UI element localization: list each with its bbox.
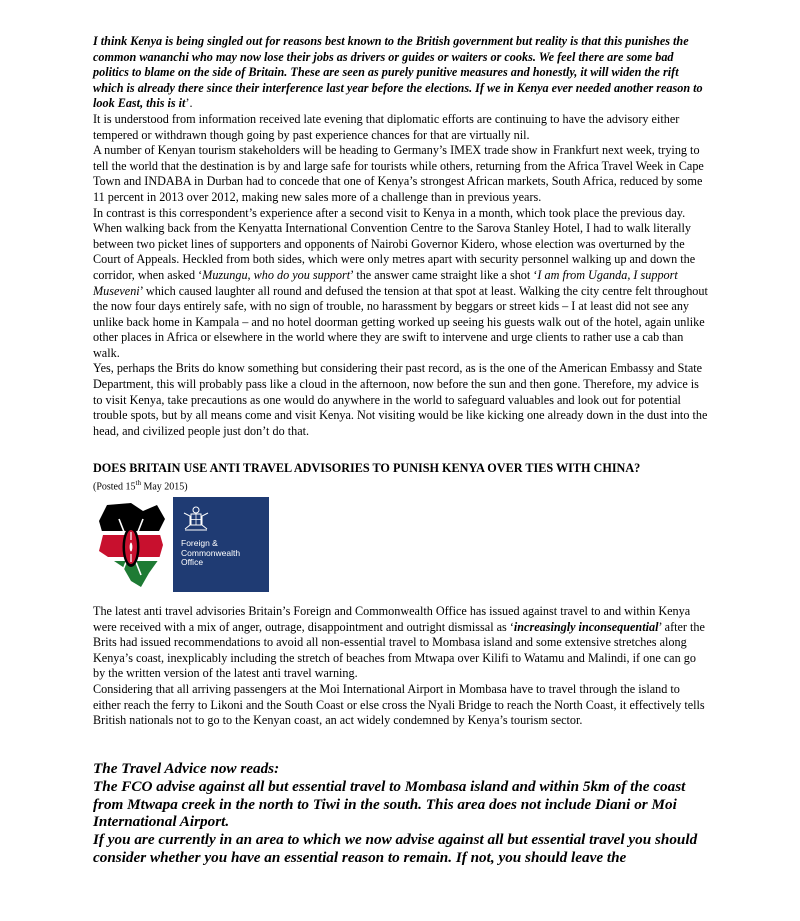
posted-post: May 2015) [140,481,188,493]
quote-close: ’. [185,96,193,111]
travel-advice-block [93,760,709,867]
royal-crest-icon [181,505,211,533]
text-run: ’ which caused laughter all round and defused the tension at that spot at least. Walking the city centre felt throughout the now four days entirely safe, with no sign of trouble, no harassment by beggars or street kids – I at least did not see any unlike back home in Kampala – and no hotel doorman getting worked up seeing his guests walk out of the hotel, again unlike other places in Africa or elsewhere in the world where they are swift to intervene and urge clients to rather use a cab than walk. [93,283,708,360]
quote-text: I think Kenya is being singled out for reasons best known to the British government but reality is that this punishes the common wananchi who may now lose their jobs as drivers or guides or waiters or cooks. We feel there are some bad politics to blame on the side of Britain. These are seen as purely punitive measures and honestly, it will widen the rift which is already there since their interference last year before the elections. If we in Kenya ever needed another reason to look East, this is it [93,34,703,111]
paragraph-diplomatic-efforts: It is understood from information received late evening that diplomatic efforts are continuing to have the advisory either tempered or withdrawn though going by past experience chances for that are virtually nil. [93,111,680,142]
paragraph-moi-airport: Considering that all arriving passengers at the Moi International Airport in Mombasa have to travel through the island to either reach the ferry to Likoni and the South Coast or else cross the Nyali Bridge to reach the North Coast, it effectively tells British nationals not to go to the Kenyan coast, an act widely condemned by Kenya’s tourism sector. [93,681,705,728]
posted-date [93,477,733,493]
posted-sup: th [135,479,141,487]
fco-line: Commonwealth [181,547,241,558]
paragraph-imex: A number of Kenyan tourism stakeholders will be heading to Germany’s IMEX trade show in Frankfurt next week, trying to tell the world that the destination is by and large safe for tourists while others, returning from the Africa Travel Week in Cape Town and INDABA in Durban had to concede that one of Kenya’s strongest African markets, South Africa, reduced by some 11 percent in 2013 over 2012, making new sales more of a challenge than in previous years. [93,143,704,204]
article-body [93,604,709,729]
text-run: ’ after the Brits had issued recommendations to avoid all non-essential travel to Mombasa island and some extensive stretches along Kenya’s coast, inexplicably including the stretch of beaches from Mtwapa over Kilifi to Watamu and Malindi, if one can go by the written version of the latest anti travel warning. [93,619,705,681]
advice-text-2: If you are currently in an area to which we now advise against all but essential travel you should consider whether you have an essential reason to remain. If not, you should leave the [93,831,698,866]
emphasis-text: increasingly inconsequential [513,619,659,634]
text-run: The latest anti travel advisories Britain’s Foreign and Commonwealth Office has issued against travel to and within Kenya were received with a mix of anger, outrage, disappointment and outright dismissal as ‘ [93,604,691,634]
paragraph-conclusion: Yes, perhaps the Brits do know something but considering their past record, as is the one of the American Embassy and State Department, this will probably pass like a cloud in the afternoon, now before the sun and then gone. Therefore, my advice is to visit Kenya, take precautions as one would do anywhere in the world to safeguard valuables and look out for potential trouble spots, but by all means come and visit Kenya. Not visiting would be like kicking one already down in the dust into the head, and civilized people just don’t do that. [93,361,708,438]
fco-logo-text [181,539,265,568]
article-headline: DOES BRITAIN USE ANTI TRAVEL ADVISORIES TO PUNISH KENYA OVER TIES WITH CHINA? [93,461,641,475]
text-run: In contrast is this correspondent’s experience after a second visit to Kenya in a month, which took place the previous day. When walking back from the Kenyatta International Convention Centre to the Sarova Stanley Hotel, I had to walk literally between two picket lines of supporters and opponents of Nairobi Governor Kidero, whose election was overturned by the Court of Appeals. Heckled from both sides, which were only metres apart with security personnel walking up and down the corridor, when asked ‘ [93,205,696,282]
paragraph-latest-advisories [93,604,709,682]
logos-image [93,497,269,592]
posted-pre: (Posted 15 [93,481,136,493]
opening-quote [93,34,709,112]
fco-line: Foreign & [181,538,218,548]
advice-intro: The Travel Advice now reads: [93,760,280,777]
fco-logo [173,497,269,592]
text-run: ’ the answer came straight like a shot ‘ [350,267,538,282]
italic-quote: Muzungu, who do you support [202,267,351,282]
paragraph-nairobi-experience [93,206,709,362]
kenya-map-flag-icon [93,497,173,592]
advice-text-1: The FCO advise against all but essential travel to Mombasa island and within 5km of the coast from Mtwapa creek in the north to Tiwi in the south. This area does not include Diani or Moi International Airport. [93,777,686,831]
italic-quote: I am from Uganda, I support Museveni [93,267,678,298]
fco-line: Office [181,557,204,568]
article-heading [93,461,733,493]
article-top-section [93,34,709,439]
